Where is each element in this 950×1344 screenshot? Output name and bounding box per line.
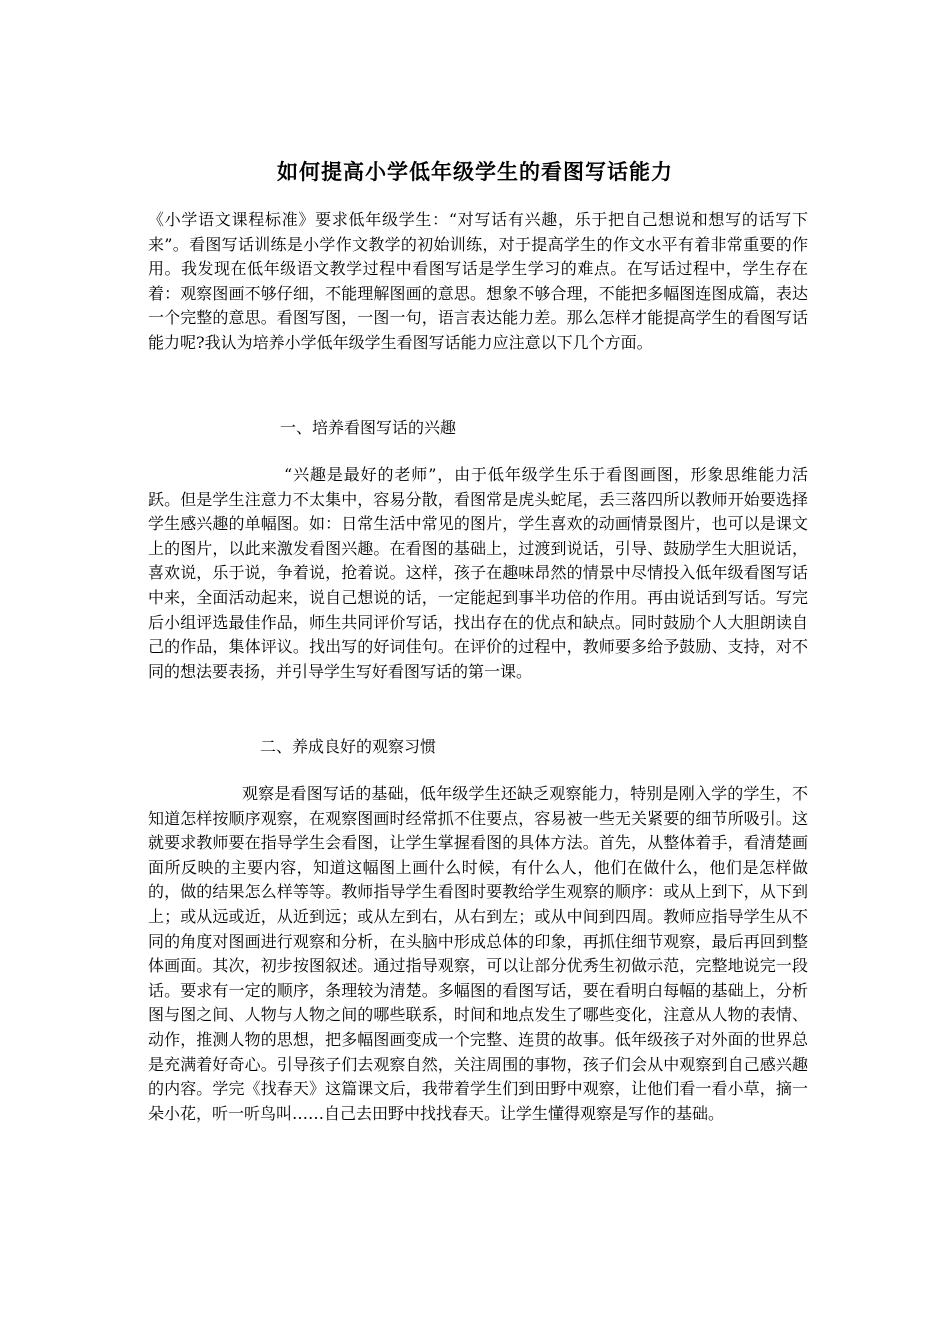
document-title: 如何提高小学低年级学生的看图写话能力	[277, 160, 673, 184]
section-body-interest: “兴趣是最好的老师”，由于低年级学生乐于看图画图，形象思维能力活跃。但是学生注意力不太集中，容易分散，看图常是虎头蛇尾，丢三落四所以教师开始要选择学生感兴趣的单幅图。如：日常生活中常见的图片，学生喜欢的动画情景图片，也可以是课文上的图片，以此来激发看图兴趣。在看图的基础上，过渡到说话，引导、鼓励学生大胆说话，喜欢说，乐于说，争着说，抢着说。这样，孩子在趣味昂然的情景中尽情投入低年级看图写话中来，全面活动起来，说自己想说的话，一定能起到事半功倍的作用。再由说话到写话。写完后小组评选最佳作品，师生共同评价写话，找出存在的优点和缺点。同时鼓励个人大胆朗读自己的作品，集体评议。找出写的好词佳句。在评价的过程中，教师要多给予鼓励、支持，对不同的想法要表扬，并引导学生写好看图写话的第一课。	[148, 465, 808, 681]
section-body-observation: 观察是看图写话的基础，低年级学生还缺乏观察能力，特别是刚入学的学生，不知道怎样按顺序观察，在观察图画时经常抓不住要点，容易被一些无关紧要的细节所吸引。这就要求教师要在指导学生会看图，让学生掌握看图的具体方法。首先，从整体着手，看清楚画面所反映的主要内容，知道这幅图上画什么时候，有什么人，他们在做什么，他们是怎样做的，做的结果怎么样等等。教师指导学生看图时要教给学生观察的顺序：或从上到下，从下到上；或从远或近，从近到远；或从左到右，从右到左；或从中间到四周。教师应指导学生从不同的角度对图画进行观察和分析，在头脑中形成总体的印象，再抓住细节观察，最后再回到整体画面。其次，初步按图叙述。通过指导观察，可以让部分优秀生初做示范，完整地说完一段话。要求有一定的顺序，条理较为清楚。多幅图的看图写话，要在看明白每幅的基础上，分析图与图之间、人物与人物之间的哪些联系，时间和地点发生了哪些变化，注意从人物的表情、动作，推测人物的思想，把多幅图画变成一个完整、连贯的故事。低年级孩子对外面的世界总是充满着好奇心。引导孩子们去观察自然，关注周围的事物，孩子们会从中观察到自己感兴趣的内容。学完《找春天》这篇课文后，我带着学生们到田野中观察，让他们看一看小草，摘一朵小花，听一听鸟叫……自己去田野中找找春天。让学生懂得观察是写作的基础。	[148, 784, 808, 1123]
intro-paragraph: 《小学语文课程标准》要求低年级学生：“对写话有兴趣，乐于把自己想说和想写的话写下来”。看图写话训练是小学作文教学的初始训练，对于提高学生的作文水平有着非常重要的作用。我发现在低年级语文教学过程中看图写话是学生学习的难点。在写话过程中，学生存在着：观察图画不够仔细，不能理解图画的意思。想象不够合理，不能把多幅图连图成篇，表达一个完整的意思。看图写图，一图一句，语言表达能力差。那么怎样才能提高学生的看图写话能力呢?我认为培养小学低年级学生看图写话能力应注意以下几个方面。	[148, 210, 808, 352]
section-heading-interest: 一、培养看图写话的兴趣	[280, 418, 457, 437]
section-heading-observation: 二、养成良好的观察习惯	[260, 737, 437, 756]
